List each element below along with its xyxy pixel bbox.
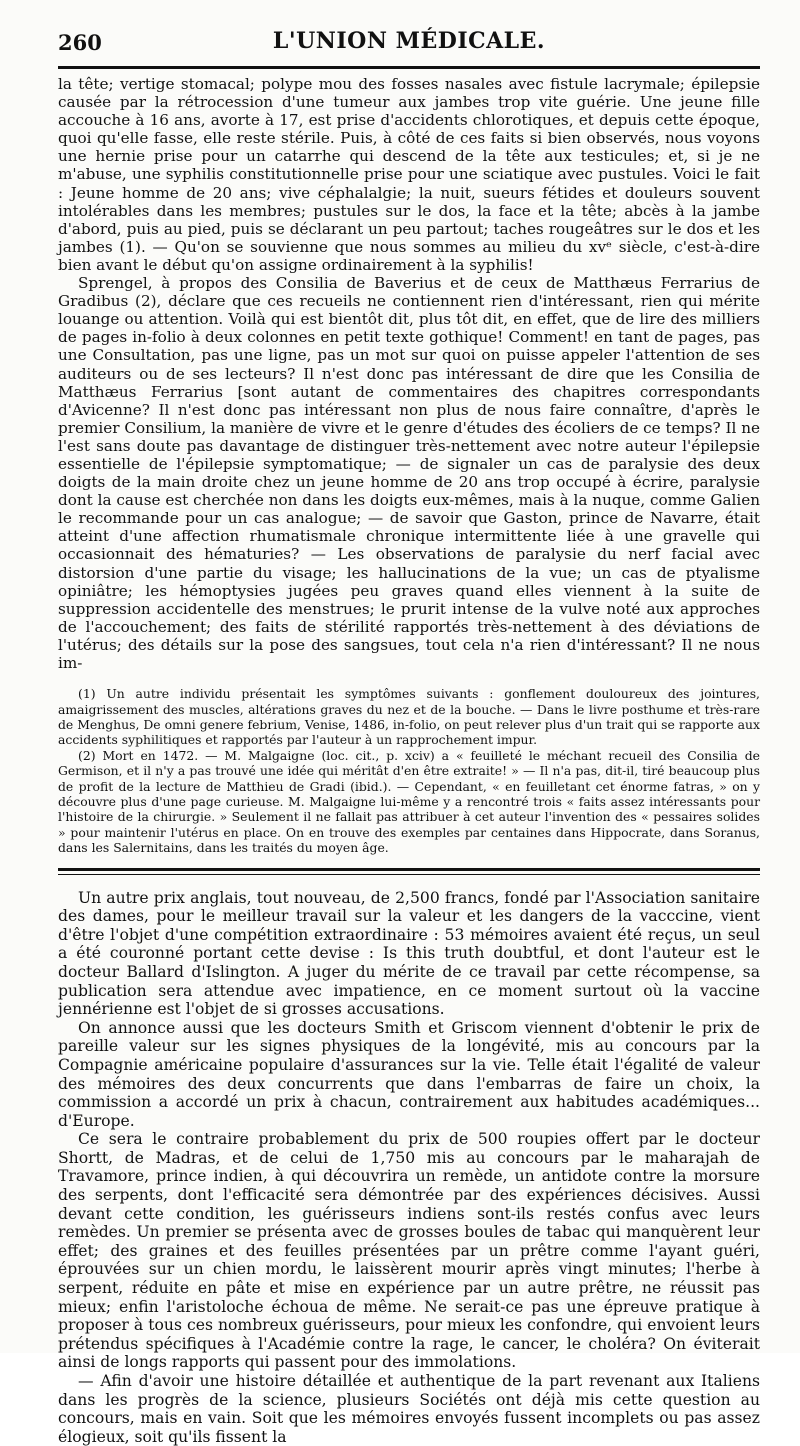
news-paragraph-3: Ce sera le contraire probablement du prix de 500 roupies offert par le docteur Shortt, de Madras, et de celui de 1,750 mis au concours par le maharajah de Travamore, prince indien, à qui découvrira un remède, un antidote contre la morsure des serpents, dont l'efficacité sera démontrée par des expériences décisives. Aussi devant cette condition, les guérisseurs indiens sont-ils restés confus avec leurs remèdes. Un premier se présenta avec de grosses boules de tabac qui manquèrent leur effet; des graines et des feuilles présentées par un prêtre comme l'ayant guéri, éprouvées sur un chien mordu, le laissèrent mourir après vingt minutes; l'herbe à serpent, réduite en pâte et mise en expérience par un autre prêtre, ne réussit pas mieux; enfin l'aristoloche échoua de même. Ne serait-ce pas une épreuve pratique à proposer à tous ces nombreux guérisseurs, pour mieux les confondre, qui envoient leurs prétendus spécifiques à l'Académie contre la rage, le cancer, le choléra? On éviterait ainsi de longs rapports qui passent pour des immolations. (58, 1130, 760, 1372)
running-title: L'UNION MÉDICALE. (272, 28, 546, 54)
news-paragraph-2: On annonce aussi que les docteurs Smith et Griscom viennent d'obtenir le prix de pareille valeur sur les signes physiques de la longévité, mis au concours par la Compagnie américaine populaire d'assurances sur la vie. Telle était l'égalité de valeur des mémoires des deux concurrents que dans l'embarras de faire un choix, la commission a accordé un prix à chacun, contrairement aux habitudes académiques... d'Europe. (58, 1018, 760, 1130)
news-section (58, 889, 760, 1446)
header-rule (58, 66, 760, 69)
footnote-2: (2) Mort en 1472. — M. Malgaigne (loc. cit., p. xciv) a « feuilleté le méchant recueil des Consilia de Germison, et il n'y a pas trouvé une idée qui méritât d'en être extraite! » — Il n'a pas, dit-il, tiré beaucoup plus de profit de la lecture de Matthieu de Gradi (ibid.). — Cependant, « en feuilletant cet énorme fatras, » on y découvre plus d'une page curieuse. M. Malgaigne lui-même y a rencontré trois « faits assez intéressants pour l'histoire de la chirurgie. » Seulement il ne fallait pas attribuer à cet auteur l'invention des « pessaires solides » pour maintenir l'utérus en place. On en trouve des exemples par centaines dans Hippocrate, dans Soranus, dans les Salernitains, dans les traités du moyen âge. (58, 747, 760, 856)
footnote-1: (1) Un autre individu présentait les symptômes suivants : gonflement douloureux des jointures, amaigrissement des muscles, altérations graves du nez et de la bouche. — Dans le livre posthume et très-rare de Menghus, De omni genere febrium, Venise, 1486, in-folio, on peut relever plus d'un trait qui se rapporte aux accidents syphilitiques et rapportés par l'auteur à un rapprochement impur. (58, 686, 760, 748)
article-paragraph-1: la tête; vertige stomacal; polype mou des fosses nasales avec fistule lacrymale; épilepsie causée par la rétrocession d'une tumeur aux jambes trop vite guérie. Une jeune fille accouche à 16 ans, avorte à 17, est prise d'accidents chlorotiques, et depuis cette époque, quoi qu'elle fasse, elle reste stérile. Puis, à côté de ces faits si bien observés, nous voyons une hernie prise pour un catarrhe qui descend de la tête aux testicules; et, si je ne m'abuse, une syphilis constitutionnelle prise pour une sciatique avec pustules. Voici le fait : Jeune homme de 20 ans; vive céphalalgie; la nuit, sueurs fétides et douleurs souvent intolérables dans les membres; pustules sur le dos, la face et la tête; abcès à la jambe d'abord, puis au pied, puis se déclarant un peu partout; taches rougeâtres sur le dos et les jambes (1). — Qu'on se souvienne que nous sommes au milieu du xvᵉ siècle, c'est-à-dire bien avant le début qu'on assigne ordinairement à la syphilis! (58, 75, 760, 274)
footnotes (58, 686, 760, 855)
article-body (58, 75, 760, 672)
news-paragraph-1: Un autre prix anglais, tout nouveau, de 2,500 francs, fondé par l'Association sanitaire des dames, pour le meilleur travail sur la valeur et les dangers de la vacccine, vient d'être l'objet d'une compétition extraordinaire : 53 mémoires avaient été reçus, un seul a été couronné portant cette devise : Is this truth doubtful, et dont l'auteur est le docteur Ballard d'Islington. A juger du mérite de ce travail par cette récompense, sa publication sera attendue avec impatience, en ce moment surtout où la vaccine jennérienne est l'objet de si grosses accusations. (58, 888, 760, 1019)
article-paragraph-2: Sprengel, à propos des Consilia de Baverius et de ceux de Matthæus Ferrarius de Gradibus (2), déclare que ces recueils ne contiennent rien d'intéressant, rien qui mérite louange ou attention. Voilà qui est bientôt dit, plus tôt dit, en effet, que de lire des milliers de pages in-folio à deux colonnes en petit texte gothique! Comment! en tant de pages, pas une Consultation, pas une ligne, pas un mot sur quoi on puisse appeler l'attention de ses auditeurs ou de ses lecteurs? Il n'est donc pas intéressant de dire que les Consilia de Matthæus Ferrarius [sont autant de commentaires des chapitres correspondants d'Avicenne? Il n'est donc pas intéressant non plus de nous faire connaître, d'après le premier Consilium, la manière de vivre et le genre d'études des écoliers de ce temps? Il ne l'est sans doute pas davantage de distinguer très-nettement avec notre auteur l'épilepsie essentielle de l'épilepsie symptomatique; — de signaler un cas de paralysie des deux doigts de la main droite chez un jeune homme de 20 ans trop occupé à écrire, paralysie dont la cause est cherchée non dans les doigts eux-mêmes, mais à la nuque, comme Galien le recommande pour un cas analogue; — de savoir que Gaston, prince de Navarre, était atteint d'une affection rhumatismale chronique intermittente liée à une gravelle qui occasionnait des hématuries? — Les observations de paralysie du nerf facial avec distorsion d'une partie du visage; les hallucinations de la vue; un cas de ptyalisme opiniâtre; les hémoptysies jugées peu graves quand elles viennent à la suite de suppression accidentelle des menstrues; le prurit intense de la vulve noté aux approches de l'accouchement; des faits de stérilité rapportés très-nettement à des déviations de l'utérus; des détails sur la pose des sangsues, tout cela n'a rien d'intéressant? Il ne nous im- (58, 274, 760, 672)
page-header (58, 26, 760, 62)
page-number: 260 (58, 30, 102, 55)
section-divider (58, 868, 760, 875)
news-paragraph-4: — Afin d'avoir une histoire détaillée et authentique de la part revenant aux Italiens dans les progrès de la science, plusieurs Sociétés ont déjà mis cette question au concours, mais en vain. Soit que les mémoires envoyés fussent incomplets ou pas assez élogieux, soit qu'ils fissent la (58, 1372, 760, 1446)
